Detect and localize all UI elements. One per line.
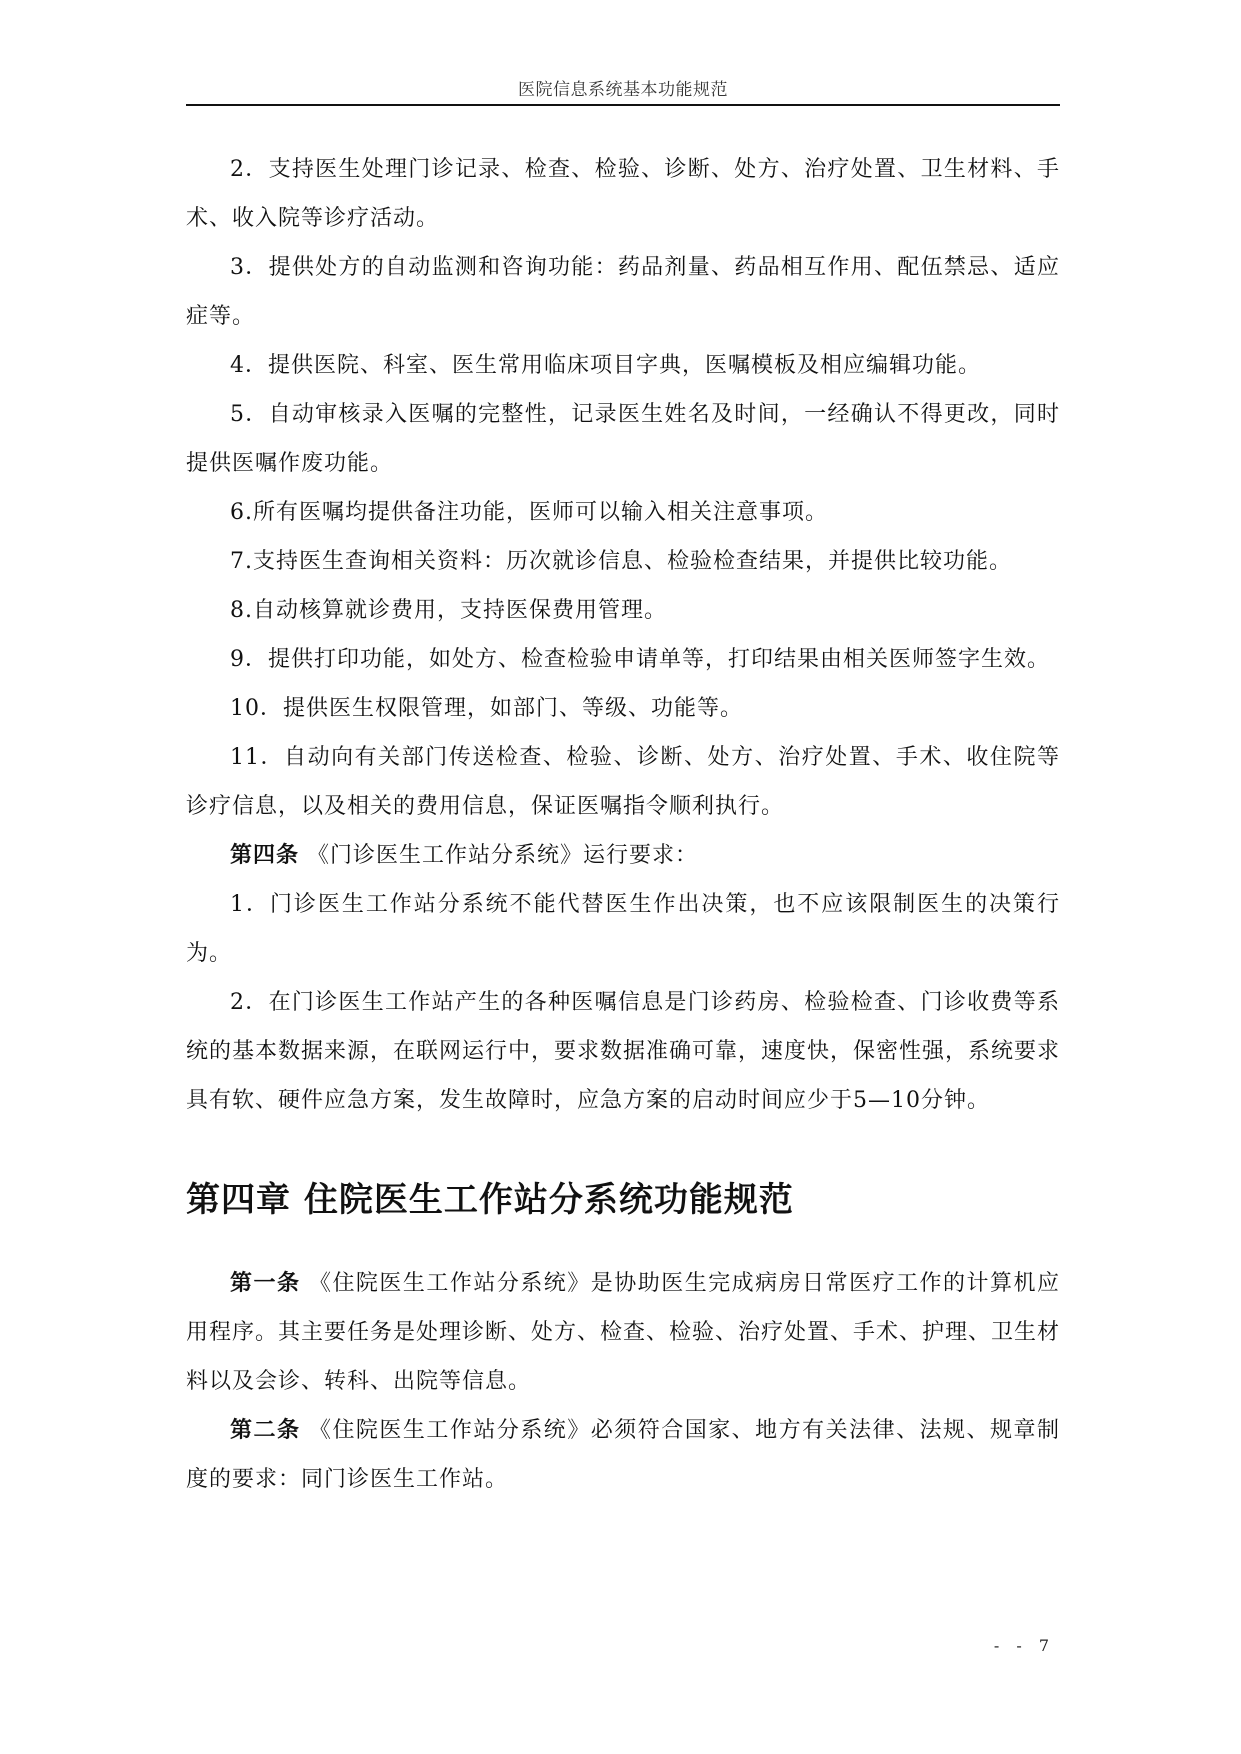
- paragraph: 6.所有医嘱均提供备注功能，医师可以输入相关注意事项。: [230, 500, 828, 525]
- article-label: 第二条: [230, 1418, 301, 1443]
- paragraph: 7.支持医生查询相关资料：历次就诊信息、检验检查结果，并提供比较功能。: [230, 549, 1012, 574]
- paragraph: 8.自动核算就诊费用，支持医保费用管理。: [230, 598, 667, 623]
- paragraph: 9．提供打印功能，如处方、检查检验申请单等，打印结果由相关医师签字生效。: [230, 647, 1050, 672]
- paragraph: 4．提供医院、科室、医生常用临床项目字典，医嘱模板及相应编辑功能。: [230, 353, 981, 378]
- paragraph: 5．自动审核录入医嘱的完整性，记录医生姓名及时间，一经确认不得更改，同时提供医嘱作废功能。: [186, 402, 1060, 476]
- paragraph: 2．在门诊医生工作站产生的各种医嘱信息是门诊药房、检验检查、门诊收费等系统的基本数据来源，在联网运行中，要求数据准确可靠，速度快，保密性强，系统要求具有软、硬件应急方案，发生故障时，应急方案的启动时间应少于5—10分钟。: [186, 990, 1061, 1113]
- article-text: 《住院医生工作站分系统》必须符合国家、地方有关法律、法规、规章制度的要求：同门诊医生工作站。: [186, 1418, 1060, 1492]
- article-paragraph: [186, 1406, 1060, 1504]
- paragraph: 10．提供医生权限管理，如部门、等级、功能等。: [230, 696, 743, 721]
- paragraph: 3．提供处方的自动监测和咨询功能：药品剂量、药品相互作用、配伍禁忌、适应症等。: [186, 255, 1060, 329]
- article-paragraph: [186, 1259, 1060, 1406]
- article-text: 《住院医生工作站分系统》是协助医生完成病房日常医疗工作的计算机应用程序。其主要任务是处理诊断、处方、检查、检验、治疗处置、手术、护理、卫生材料以及会诊、转科、出院等信息。: [186, 1271, 1061, 1394]
- header-title: 医院信息系统基本功能规范: [518, 80, 728, 100]
- article-label: 第一条: [230, 1271, 301, 1296]
- page-header: [186, 68, 1060, 106]
- article-label: 第四条: [230, 843, 300, 868]
- document-body: [186, 145, 1060, 1504]
- paragraph: 2．支持医生处理门诊记录、检查、检验、诊断、处方、治疗处置、卫生材料、手术、收入院等诊疗活动。: [186, 157, 1060, 231]
- paragraph: 11．自动向有关部门传送检查、检验、诊断、处方、治疗处置、手术、收住院等诊疗信息，以及相关的费用信息，保证医嘱指令顺利执行。: [186, 745, 1060, 819]
- paragraph: 1．门诊医生工作站分系统不能代替医生作出决策，也不应该限制医生的决策行为。: [186, 892, 1060, 966]
- article-paragraph: [186, 831, 1060, 880]
- chapter-title: 第四章 住院医生工作站分系统功能规范: [186, 1180, 794, 1220]
- article-text: 《门诊医生工作站分系统》运行要求：: [307, 843, 699, 868]
- page-number: - - 7: [993, 1636, 1055, 1655]
